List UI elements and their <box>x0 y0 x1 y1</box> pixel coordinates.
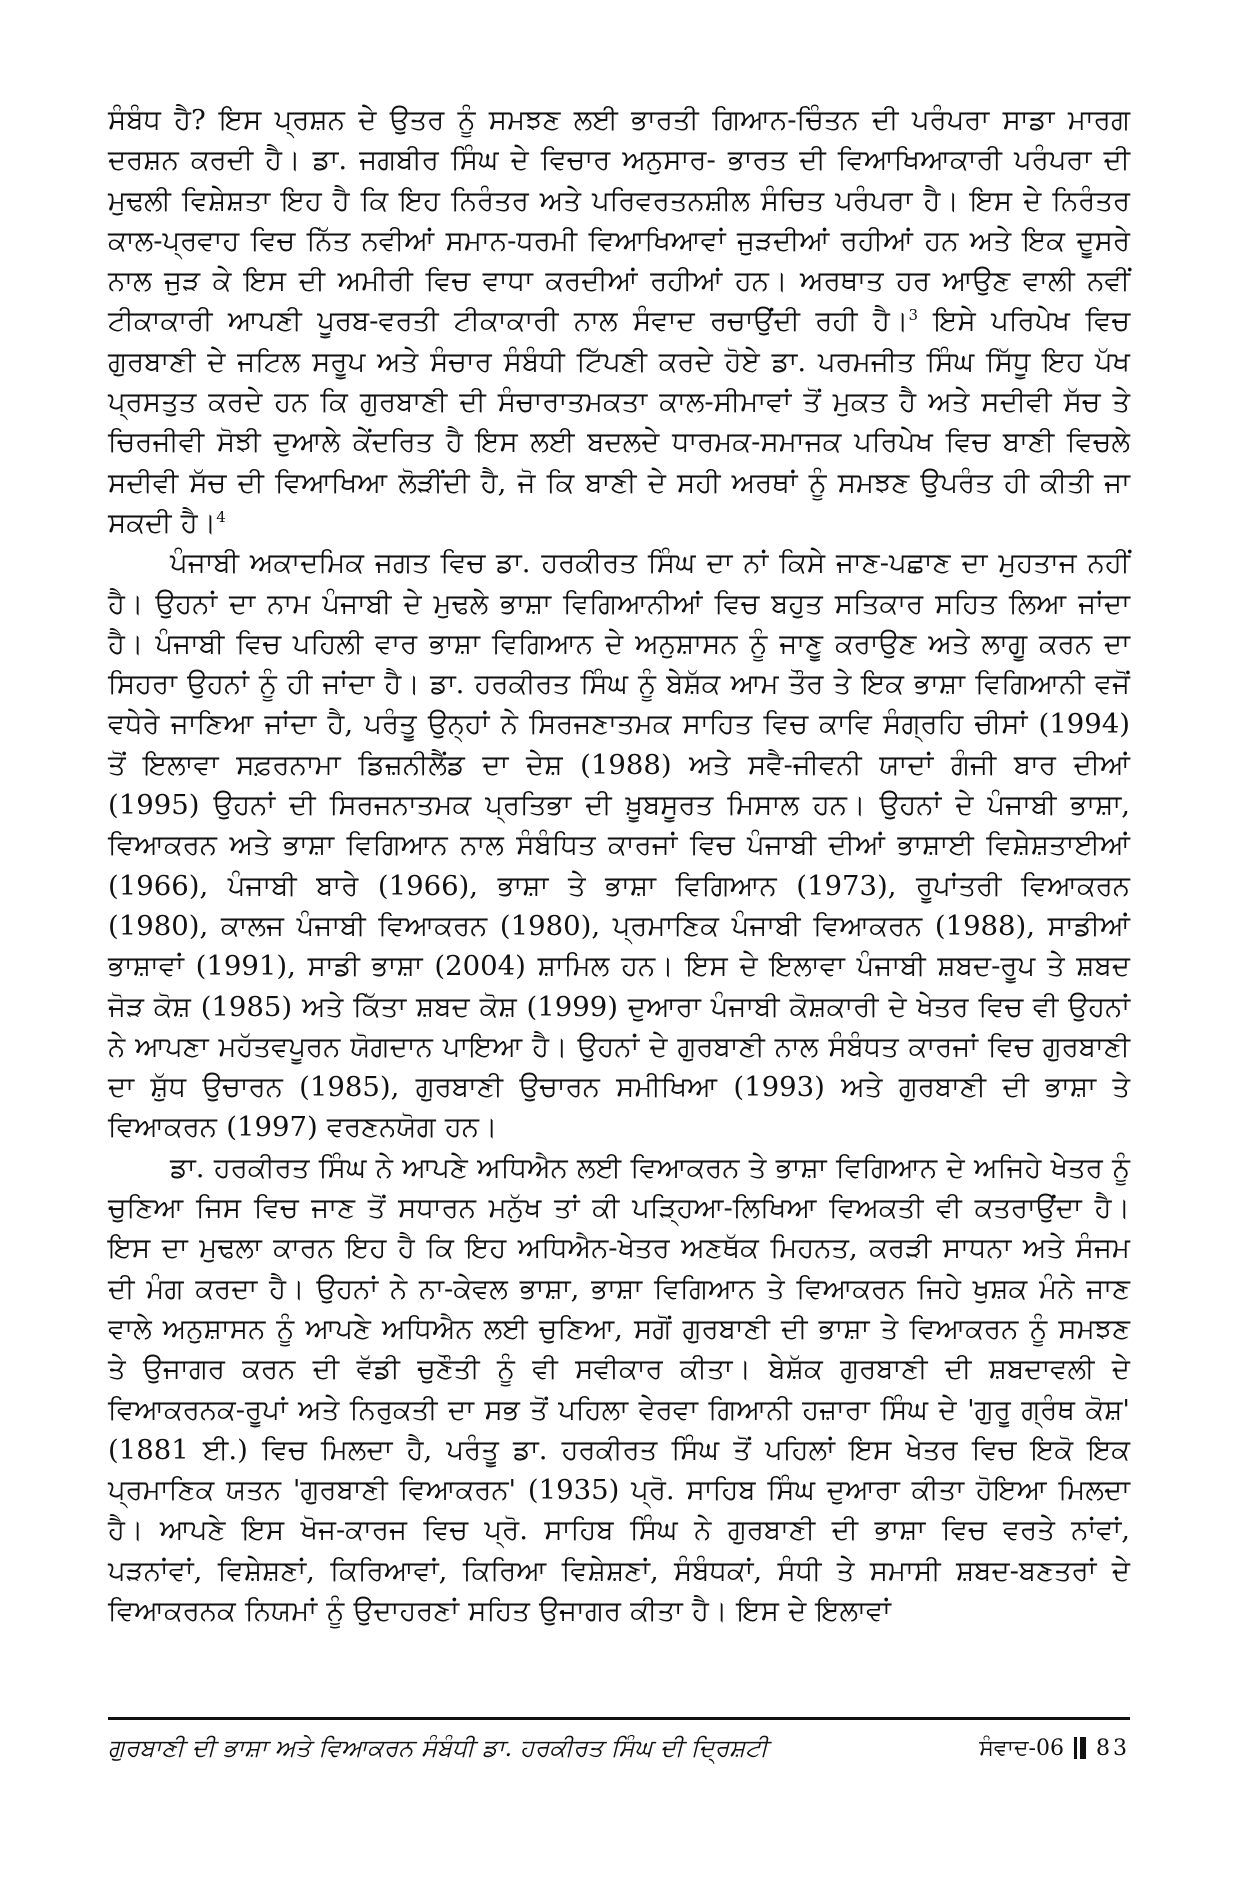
footnote-ref-3[interactable]: 3 <box>908 306 919 325</box>
paragraph-1 <box>108 100 1130 543</box>
page-body <box>108 100 1130 1631</box>
separator-bars-icon <box>1074 1737 1086 1759</box>
paragraph-1-text-cont: ਇਸੇ ਪਰਿਪੇਖ ਵਿਚ ਗੁਰਬਾਣੀ ਦੇ ਜਟਿਲ ਸਰੂਪ ਅਤੇ ਸੰਚਾਰ ਸੰਬੰਧੀ ਟਿੱਪਣੀ ਕਰਦੇ ਹੋਏ ਡਾ. ਪਰਮਜੀਤ ਸਿੰਘ ਸਿੱਧੂ ਇਹ ਪੱਖ ਪ੍ਰਸਤੁਤ ਕਰਦੇ ਹਨ ਕਿ ਗੁਰਬਾਣੀ ਦੀ ਸੰਚਾਰਾਤਮਕਤਾ ਕਾਲ-ਸੀਮਾਵਾਂ ਤੋਂ ਮੁਕਤ ਹੈ ਅਤੇ ਸਦੀਵੀ ਸੱਚ ਤੇ ਚਿਰਜੀਵੀ ਸੋਝੀ ਦੁਆਲੇ ਕੇਂਦਰਿਤ ਹੈ ਇਸ ਲਈ ਬਦਲਦੇ ਧਾਰਮਕ-ਸਮਾਜਕ ਪਰਿਪੇਖ ਵਿਚ ਬਾਣੀ ਵਿਚਲੇ ਸਦੀਵੀ ਸੱਚ ਦੀ ਵਿਆਖਿਆ ਲੋੜੀਂਦੀ ਹੈ, ਜੋ ਕਿ ਬਾਣੀ ਦੇ ਸਹੀ ਅਰਥਾਂ ਨੂੰ ਸਮਝਣ ਉਪਰੰਤ ਹੀ ਕੀਤੀ ਜਾ ਸਕਦੀ ਹੈ। <box>108 305 1130 539</box>
paragraph-1-text: ਸੰਬੰਧ ਹੈ? ਇਸ ਪ੍ਰਸ਼ਨ ਦੇ ਉਤਰ ਨੂੰ ਸਮਝਣ ਲਈ ਭਾਰਤੀ ਗਿਆਨ-ਚਿੰਤਨ ਦੀ ਪਰੰਪਰਾ ਸਾਡਾ ਮਾਰਗ ਦਰਸ਼ਨ ਕਰਦੀ ਹੈ। ਡਾ. ਜਗਬੀਰ ਸਿੰਘ ਦੇ ਵਿਚਾਰ ਅਨੁਸਾਰ- ਭਾਰਤ ਦੀ ਵਿਆਖਿਆਕਾਰੀ ਪਰੰਪਰਾ ਦੀ ਮੁਢਲੀ ਵਿਸ਼ੇਸ਼ਤਾ ਇਹ ਹੈ ਕਿ ਇਹ ਨਿਰੰਤਰ ਅਤੇ ਪਰਿਵਰਤਨਸ਼ੀਲ ਸੰਚਿਤ ਪਰੰਪਰਾ ਹੈ। ਇਸ ਦੇ ਨਿਰੰਤਰ ਕਾਲ-ਪ੍ਰਵਾਹ ਵਿਚ ਨਿੱਤ ਨਵੀਆਂ ਸਮਾਨ-ਧਰਮੀ ਵਿਆਖਿਆਵਾਂ ਜੁੜਦੀਆਂ ਰਹੀਆਂ ਹਨ ਅਤੇ ਇਕ ਦੂਸਰੇ ਨਾਲ ਜੁੜ ਕੇ ਇਸ ਦੀ ਅਮੀਰੀ ਵਿਚ ਵਾਧਾ ਕਰਦੀਆਂ ਰਹੀਆਂ ਹਨ। ਅਰਥਾਤ ਹਰ ਆਉਣ ਵਾਲੀ ਨਵੀਂ ਟੀਕਾਕਾਰੀ ਆਪਣੀ ਪੂਰਬ-ਵਰਤੀ ਟੀਕਾਕਾਰੀ ਨਾਲ ਸੰਵਾਦ ਰਚਾਉਂਦੀ ਰਹੀ ਹੈ। <box>108 104 1130 338</box>
paragraph-3: ਡਾ. ਹਰਕੀਰਤ ਸਿੰਘ ਨੇ ਆਪਣੇ ਅਧਿਐਨ ਲਈ ਵਿਆਕਰਨ ਤੇ ਭਾਸ਼ਾ ਵਿਗਿਆਨ ਦੇ ਅਜਿਹੇ ਖੇਤਰ ਨੂੰ ਚੁਣਿਆ ਜਿਸ ਵਿਚ ਜਾਣ ਤੋਂ ਸਧਾਰਨ ਮਨੁੱਖ ਤਾਂ ਕੀ ਪੜ੍ਹਿਆ-ਲਿਖਿਆ ਵਿਅਕਤੀ ਵੀ ਕਤਰਾਉਂਦਾ ਹੈ। ਇਸ ਦਾ ਮੁਢਲਾ ਕਾਰਨ ਇਹ ਹੈ ਕਿ ਇਹ ਅਧਿਐਨ-ਖੇਤਰ ਅਣਥੱਕ ਮਿਹਨਤ, ਕਰੜੀ ਸਾਧਨਾ ਅਤੇ ਸੰਜਮ ਦੀ ਮੰਗ ਕਰਦਾ ਹੈ। ਉਹਨਾਂ ਨੇ ਨਾ-ਕੇਵਲ ਭਾਸ਼ਾ, ਭਾਸ਼ਾ ਵਿਗਿਆਨ ਤੇ ਵਿਆਕਰਨ ਜਿਹੇ ਖੁਸ਼ਕ ਮੰਨੇ ਜਾਣ ਵਾਲੇ ਅਨੁਸ਼ਾਸਨ ਨੂੰ ਆਪਣੇ ਅਧਿਐਨ ਲਈ ਚੁਣਿਆ, ਸਗੋਂ ਗੁਰਬਾਣੀ ਦੀ ਭਾਸ਼ਾ ਤੇ ਵਿਆਕਰਨ ਨੂੰ ਸਮਝਣ ਤੇ ਉਜਾਗਰ ਕਰਨ ਦੀ ਵੱਡੀ ਚੁਣੌਤੀ ਨੂੰ ਵੀ ਸਵੀਕਾਰ ਕੀਤਾ। ਬੇਸ਼ੱਕ ਗੁਰਬਾਣੀ ਦੀ ਸ਼ਬਦਾਵਲੀ ਦੇ ਵਿਆਕਰਨਕ-ਰੂਪਾਂ ਅਤੇ ਨਿਰੁਕਤੀ ਦਾ ਸਭ ਤੋਂ ਪਹਿਲਾ ਵੇਰਵਾ ਗਿਆਨੀ ਹਜ਼ਾਰਾ ਸਿੰਘ ਦੇ 'ਗੁਰੂ ਗ੍ਰੰਥ ਕੋਸ਼' (1881 ਈ.) ਵਿਚ ਮਿਲਦਾ ਹੈ, ਪਰੰਤੂ ਡਾ. ਹਰਕੀਰਤ ਸਿੰਘ ਤੋਂ ਪਹਿਲਾਂ ਇਸ ਖੇਤਰ ਵਿਚ ਇਕੋ ਇਕ ਪ੍ਰਮਾਣਿਕ ਯਤਨ 'ਗੁਰਬਾਣੀ ਵਿਆਕਰਨ' (1935) ਪ੍ਰੋ. ਸਾਹਿਬ ਸਿੰਘ ਦੁਆਰਾ ਕੀਤਾ ਹੋਇਆ ਮਿਲਦਾ ਹੈ। ਆਪਣੇ ਇਸ ਖੋਜ-ਕਾਰਜ ਵਿਚ ਪ੍ਰੋ. ਸਾਹਿਬ ਸਿੰਘ ਨੇ ਗੁਰਬਾਣੀ ਦੀ ਭਾਸ਼ਾ ਵਿਚ ਵਰਤੇ ਨਾਂਵਾਂ, ਪੜਨਾਂਵਾਂ, ਵਿਸ਼ੇਸ਼ਣਾਂ, ਕਿਰਿਆਵਾਂ, ਕਿਰਿਆ ਵਿਸ਼ੇਸ਼ਣਾਂ, ਸੰਬੰਧਕਾਂ, ਸੰਧੀ ਤੇ ਸਮਾਸੀ ਸ਼ਬਦ-ਬਣਤਰਾਂ ਦੇ ਵਿਆਕਰਨਕ ਨਿਯਮਾਂ ਨੂੰ ਉਦਾਹਰਣਾਂ ਸਹਿਤ ਉਜਾਗਰ ਕੀਤਾ ਹੈ। ਇਸ ਦੇ ਇਲਾਵਾਂ <box>108 1151 1130 1627</box>
footer-rule <box>108 1717 1130 1720</box>
page-footer <box>108 1730 1130 1766</box>
page-number: 83 <box>1096 1735 1130 1761</box>
journal-name: ਸੰਵਾਦ-06 <box>979 1735 1064 1761</box>
running-title: ਗੁਰਬਾਣੀ ਦੀ ਭਾਸ਼ਾ ਅਤੇ ਵਿਆਕਰਨ ਸੰਬੰਧੀ ਡਾ. ਹਰਕੀਰਤ ਸਿੰਘ ਦੀ ਦ੍ਰਿਸ਼ਟੀ <box>108 1734 768 1762</box>
footer-right <box>979 1736 1130 1761</box>
paragraph-2: ਪੰਜਾਬੀ ਅਕਾਦਮਿਕ ਜਗਤ ਵਿਚ ਡਾ. ਹਰਕੀਰਤ ਸਿੰਘ ਦਾ ਨਾਂ ਕਿਸੇ ਜਾਣ-ਪਛਾਣ ਦਾ ਮੁਹਤਾਜ ਨਹੀਂ ਹੈ। ਉਹਨਾਂ ਦਾ ਨਾਮ ਪੰਜਾਬੀ ਦੇ ਮੁਢਲੇ ਭਾਸ਼ਾ ਵਿਗਿਆਨੀਆਂ ਵਿਚ ਬਹੁਤ ਸਤਿਕਾਰ ਸਹਿਤ ਲਿਆ ਜਾਂਦਾ ਹੈ। ਪੰਜਾਬੀ ਵਿਚ ਪਹਿਲੀ ਵਾਰ ਭਾਸ਼ਾ ਵਿਗਿਆਨ ਦੇ ਅਨੁਸ਼ਾਸਨ ਨੂੰ ਜਾਣੂ ਕਰਾਉਣ ਅਤੇ ਲਾਗੂ ਕਰਨ ਦਾ ਸਿਹਰਾ ਉਹਨਾਂ ਨੂੰ ਹੀ ਜਾਂਦਾ ਹੈ। ਡਾ. ਹਰਕੀਰਤ ਸਿੰਘ ਨੂੰ ਬੇਸ਼ੱਕ ਆਮ ਤੌਰ ਤੇ ਇਕ ਭਾਸ਼ਾ ਵਿਗਿਆਨੀ ਵਜੋਂ ਵਧੇਰੇ ਜਾਣਿਆ ਜਾਂਦਾ ਹੈ, ਪਰੰਤੂ ਉਨ੍ਹਾਂ ਨੇ ਸਿਰਜਣਾਤਮਕ ਸਾਹਿਤ ਵਿਚ ਕਾਵਿ ਸੰਗ੍ਰਹਿ ਚੀਸਾਂ (1994) ਤੋਂ ਇਲਾਵਾ ਸਫ਼ਰਨਾਮਾ ਡਿਜ਼ਨੀਲੈਂਡ ਦਾ ਦੇਸ਼ (1988) ਅਤੇ ਸਵੈ-ਜੀਵਨੀ ਯਾਦਾਂ ਗੰਜੀ ਬਾਰ ਦੀਆਂ (1995) ਉਹਨਾਂ ਦੀ ਸਿਰਜਨਾਤਮਕ ਪ੍ਰਤਿਭਾ ਦੀ ਖ਼ੂਬਸੂਰਤ ਮਿਸਾਲ ਹਨ। ਉਹਨਾਂ ਦੇ ਪੰਜਾਬੀ ਭਾਸ਼ਾ, ਵਿਆਕਰਨ ਅਤੇ ਭਾਸ਼ਾ ਵਿਗਿਆਨ ਨਾਲ ਸੰਬੰਧਿਤ ਕਾਰਜਾਂ ਵਿਚ ਪੰਜਾਬੀ ਦੀਆਂ ਭਾਸ਼ਾਈ ਵਿਸ਼ੇਸ਼ਤਾਈਆਂ (1966), ਪੰਜਾਬੀ ਬਾਰੇ (1966), ਭਾਸ਼ਾ ਤੇ ਭਾਸ਼ਾ ਵਿਗਿਆਨ (1973), ਰੂਪਾਂਤਰੀ ਵਿਆਕਰਨ (1980), ਕਾਲਜ ਪੰਜਾਬੀ ਵਿਆਕਰਨ (1980), ਪ੍ਰਮਾਣਿਕ ਪੰਜਾਬੀ ਵਿਆਕਰਨ (1988), ਸਾਡੀਆਂ ਭਾਸ਼ਾਵਾਂ (1991), ਸਾਡੀ ਭਾਸ਼ਾ (2004) ਸ਼ਾਮਿਲ ਹਨ। ਇਸ ਦੇ ਇਲਾਵਾ ਪੰਜਾਬੀ ਸ਼ਬਦ-ਰੂਪ ਤੇ ਸ਼ਬਦ ਜੋੜ ਕੋਸ਼ (1985) ਅਤੇ ਕਿੱਤਾ ਸ਼ਬਦ ਕੋਸ਼ (1999) ਦੁਆਰਾ ਪੰਜਾਬੀ ਕੋਸ਼ਕਾਰੀ ਦੇ ਖੇਤਰ ਵਿਚ ਵੀ ਉਹਨਾਂ ਨੇ ਆਪਣਾ ਮਹੱਤਵਪੂਰਨ ਯੋਗਦਾਨ ਪਾਇਆ ਹੈ। ਉਹਨਾਂ ਦੇ ਗੁਰਬਾਣੀ ਨਾਲ ਸੰਬੰਧਤ ਕਾਰਜਾਂ ਵਿਚ ਗੁਰਬਾਣੀ ਦਾ ਸ਼ੁੱਧ ਉਚਾਰਨ (1985), ਗੁਰਬਾਣੀ ਉਚਾਰਨ ਸਮੀਖਿਆ (1993) ਅਤੇ ਗੁਰਬਾਣੀ ਦੀ ਭਾਸ਼ਾ ਤੇ ਵਿਆਕਰਨ (1997) ਵਰਣਨਯੋਗ ਹਨ। <box>108 547 1130 1144</box>
footnote-ref-4[interactable]: 4 <box>216 507 226 526</box>
